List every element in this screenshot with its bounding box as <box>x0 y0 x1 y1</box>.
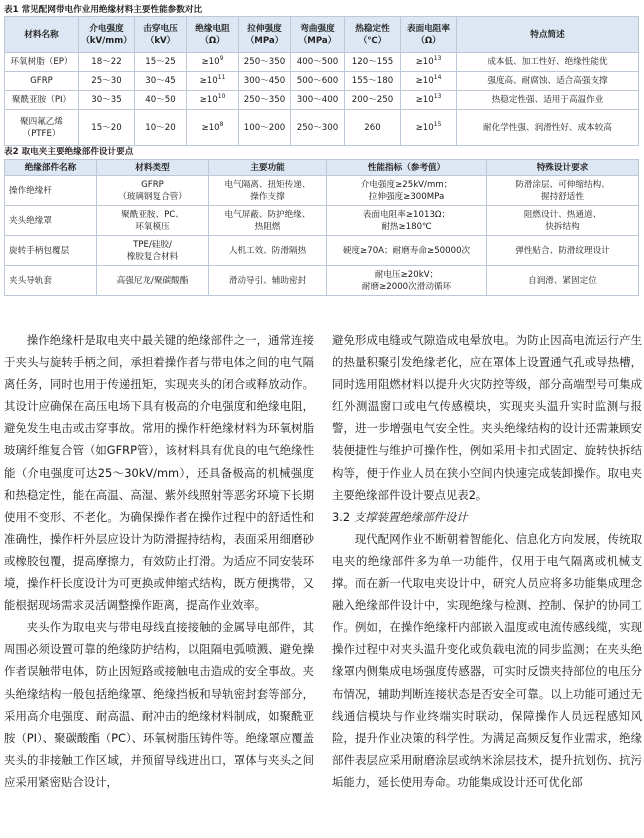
flexural-strength: 400～500 <box>291 53 345 72</box>
feature: 成本低、加工性好、绝缘性能优 <box>457 53 639 72</box>
table1-header-cell: 介电强度（kV/mm） <box>79 17 135 53</box>
breakdown-voltage: 10～20 <box>135 110 187 146</box>
insulation-resistance: $\ge 10^{11}$ <box>187 72 239 91</box>
main-function: 电气隔离、扭矩传递、 操作支撑 <box>209 176 327 206</box>
material-name: GFRP <box>5 72 79 91</box>
design-requirement: 自润滑、紧固定位 <box>487 266 639 296</box>
surface-resistivity: $\ge 10^{15}$ <box>401 110 457 146</box>
table1-header-cell: 弯曲强度（MPa） <box>291 17 345 53</box>
paragraph: 避免形成电缝或气隙造成电晕放电。为防止因高电流运行产生的热量积聚引发绝缘老化，应在罩体上设置通气孔或导热槽，同时选用阻燃材料以提升火灾防控等级，部分高端型号可集成红外测温窗口或电气传感模块，实现夹头温升实时监测与报警，进一步增强电气安全性。夹头绝缘结构的设计还需兼顾安装便捷性与维护可操作性，例如采用卡扣式固定、旋转快拆结构等，便于作业人员在狭小空间内快速完成装卸操作。取电夹主要绝缘部件设计要点见表2。 <box>332 333 642 502</box>
material-name: 环氧树脂（EP） <box>5 53 79 72</box>
tensile-strength: 300～450 <box>239 72 291 91</box>
table1 <box>4 16 639 146</box>
table-row <box>5 236 639 266</box>
design-requirement: 阻燃设计、热通道、 快拆结构 <box>487 206 639 236</box>
design-requirement: 弹性贴合、防滑纹理设计 <box>487 236 639 266</box>
table-row <box>5 91 639 110</box>
insulation-resistance: $\ge 10^8$ <box>187 110 239 146</box>
main-function: 滑动导引、辅助密封 <box>209 266 327 296</box>
table-row <box>5 206 639 236</box>
feature: 热稳定性强、适用于高温作业 <box>457 91 639 110</box>
material-name: 聚酰亚胺（PI） <box>5 91 79 110</box>
table1-caption: 表1 常见配网带电作业用绝缘材料主要性能参数对比 <box>4 5 203 15</box>
table2 <box>4 159 639 296</box>
table1-header-cell: 拉伸强度（MPa） <box>239 17 291 53</box>
table-row <box>5 266 639 296</box>
table1-header-cell: 材料名称 <box>5 17 79 53</box>
table2-header-row <box>5 160 639 176</box>
section-number: 3.2 <box>332 509 351 524</box>
breakdown-voltage: 30～45 <box>135 72 187 91</box>
paragraph: 操作绝缘杆是取电夹中最关键的绝缘部件之一，通常连接于夹头与旋转手柄之间，承担着操作者与带电体之间的电气隔离任务，同时也用于传递扭矩，实现夹头的闭合或释放动作。其设计应确保在高压电场下具有极高的介电强度和绝缘电阻，避免发生电击或击穿事故。常用的操作杆绝缘材料为环氧树脂玻璃纤维复合管（如GFRP管），该材料具有优良的电气绝缘性能（介电强度可达25～30kV/mm），还具备极高的机械强度和热稳定性，能在高温、高湿、紫外线照射等恶劣环境下长期使用不变形、不老化。为确保操作者在操作过程中的舒适性和准确性，操作杆外层应设计为防滑握持结构，表面采用细磨砂或橡胶包覆，提高摩擦力，有效防止打滑。为适应不同安装环境，操作杆长度设计为可更换或伸缩式结构，既方便携带，又能根据现场需求灵活调整操作距离，提高作业效率。 <box>4 333 314 613</box>
table-row <box>5 72 639 91</box>
flexural-strength: 250～300 <box>291 110 345 146</box>
table2-header-cell: 性能指标（参考值） <box>327 160 487 176</box>
table-row <box>5 53 639 72</box>
material-type: 高强尼龙/聚碳酸酯 <box>97 266 209 296</box>
table2-header-cell: 绝缘部件名称 <box>5 160 97 176</box>
feature: 耐化学性强、润滑性好、成本较高 <box>457 110 639 146</box>
table2-header-cell: 特殊设计要求 <box>487 160 639 176</box>
tensile-strength: 250～350 <box>239 91 291 110</box>
table1-header-cell: 热稳定性（℃） <box>345 17 401 53</box>
material-type: TPE/硅胶/ 橡胶复合材料 <box>97 236 209 266</box>
table2-header-cell: 材料类型 <box>97 160 209 176</box>
material-name: 聚四氟乙烯 （PTFE） <box>5 110 79 146</box>
main-function: 电气屏蔽、防护绝缘、 热阻燃 <box>209 206 327 236</box>
flexural-strength: 300～400 <box>291 91 345 110</box>
breakdown-voltage: 40～50 <box>135 91 187 110</box>
thermal-stability: 200～250 <box>345 91 401 110</box>
table-row <box>5 110 639 146</box>
dielectric-strength: 15～20 <box>79 110 135 146</box>
performance-metric: 硬度≥70A；耐磨寿命≥50000次 <box>327 236 487 266</box>
section-title: 支撑装置绝缘部件设计 <box>353 509 468 524</box>
dielectric-strength: 25～30 <box>79 72 135 91</box>
dielectric-strength: 30～35 <box>79 91 135 110</box>
surface-resistivity: $\ge 10^{13}$ <box>401 53 457 72</box>
insulation-resistance: $\ge 10^{10}$ <box>187 91 239 110</box>
thermal-stability: 155～180 <box>345 72 401 91</box>
insulation-resistance: $\ge 10^9$ <box>187 53 239 72</box>
table2-caption: 表2 取电夹主要绝缘部件设计要点 <box>4 147 134 157</box>
performance-metric: 耐电压≥20kV； 耐磨≥2000次滑动循环 <box>327 266 487 296</box>
part-name: 夹头绝缘罩 <box>5 206 97 236</box>
section-heading <box>332 506 642 528</box>
tensile-strength: 250～350 <box>239 53 291 72</box>
table2-header-cell: 主要功能 <box>209 160 327 176</box>
material-type: GFRP （玻璃钢复合管） <box>97 176 209 206</box>
material-type: 聚酰亚胺、PC、 环氧模压 <box>97 206 209 236</box>
paragraph: 夹头作为取电夹与带电母线直接接触的金属导电部件，其周围必须设置可靠的绝缘防护结构，以阻隔电弧喷溅、避免操作者误触带电体，防止因短路或接触电击造成的安全事故。夹头绝缘结构一般包括绝缘罩、绝缘挡板和导轨密封套等部分，采用高介电强度、耐高温、耐冲击的绝缘材料制成，如聚酰亚胺（PI）、聚碳酸酯（PC）、环氧树脂压铸件等。绝缘罩应覆盖夹头的非接触工作区域，并预留导线进出口，罩体与夹头之间应采用紧密贴合设计， <box>4 620 314 789</box>
table-row <box>5 176 639 206</box>
table1-header-cell: 击穿电压（kV） <box>135 17 187 53</box>
feature: 强度高、耐腐蚀、适合高强支撑 <box>457 72 639 91</box>
thermal-stability: 120～155 <box>345 53 401 72</box>
dielectric-strength: 18～22 <box>79 53 135 72</box>
thermal-stability: 260 <box>345 110 401 146</box>
table1-header-row <box>5 17 639 53</box>
surface-resistivity: $\ge 10^{14}$ <box>401 72 457 91</box>
part-name: 旋转手柄包覆层 <box>5 236 97 266</box>
paragraph: 现代配网作业不断朝着智能化、信息化方向发展，传统取电夹的绝缘部件多为单一功能件，仅用于电气隔离或机械支撑。而在新一代取电夹设计中，研究人员应将多功能集成理念融入绝缘部件设计中，实现绝缘与检测、控制、保护的协同工作。例如，在操作绝缘杆内部嵌入温度或电流传感线缆，实现操作过程中对夹头温升变化或负载电流的同步监测；在夹头绝缘罩内侧集成电场强度传感器，可实时反馈夹持部位的电压分布情况，辅助判断连接状态是否安全可靠。以上功能可通过无线通信模块与作业终端实时联动，保障操作人员远程感知风险，提升作业决策的科学性。为满足高频反复作业需求，绝缘部件表层应采用耐磨涂层或纳米涂层技术，提升抗划伤、抗污垢能力，延长使用寿命。功能集成设计还可优化部 <box>332 531 642 789</box>
tensile-strength: 100～200 <box>239 110 291 146</box>
left-text-column <box>4 329 314 793</box>
performance-metric: 表面电阻率≥1013Ω； 耐热≥180℃ <box>327 206 487 236</box>
right-text-column <box>332 329 642 793</box>
part-name: 操作绝缘杆 <box>5 176 97 206</box>
surface-resistivity: $\ge 10^{13}$ <box>401 91 457 110</box>
part-name: 夹头导轨套 <box>5 266 97 296</box>
table1-header-cell: 绝缘电阻（Ω） <box>187 17 239 53</box>
flexural-strength: 500～600 <box>291 72 345 91</box>
performance-metric: 介电强度≥25kV/mm； 拉伸强度≥300MPa <box>327 176 487 206</box>
design-requirement: 防滑涂层、可伸缩结构、 握持舒适性 <box>487 176 639 206</box>
table1-header-cell: 特点简述 <box>457 17 639 53</box>
main-function: 人机工效、防滑隔热 <box>209 236 327 266</box>
breakdown-voltage: 15～25 <box>135 53 187 72</box>
table1-header-cell: 表面电阻率（Ω） <box>401 17 457 53</box>
